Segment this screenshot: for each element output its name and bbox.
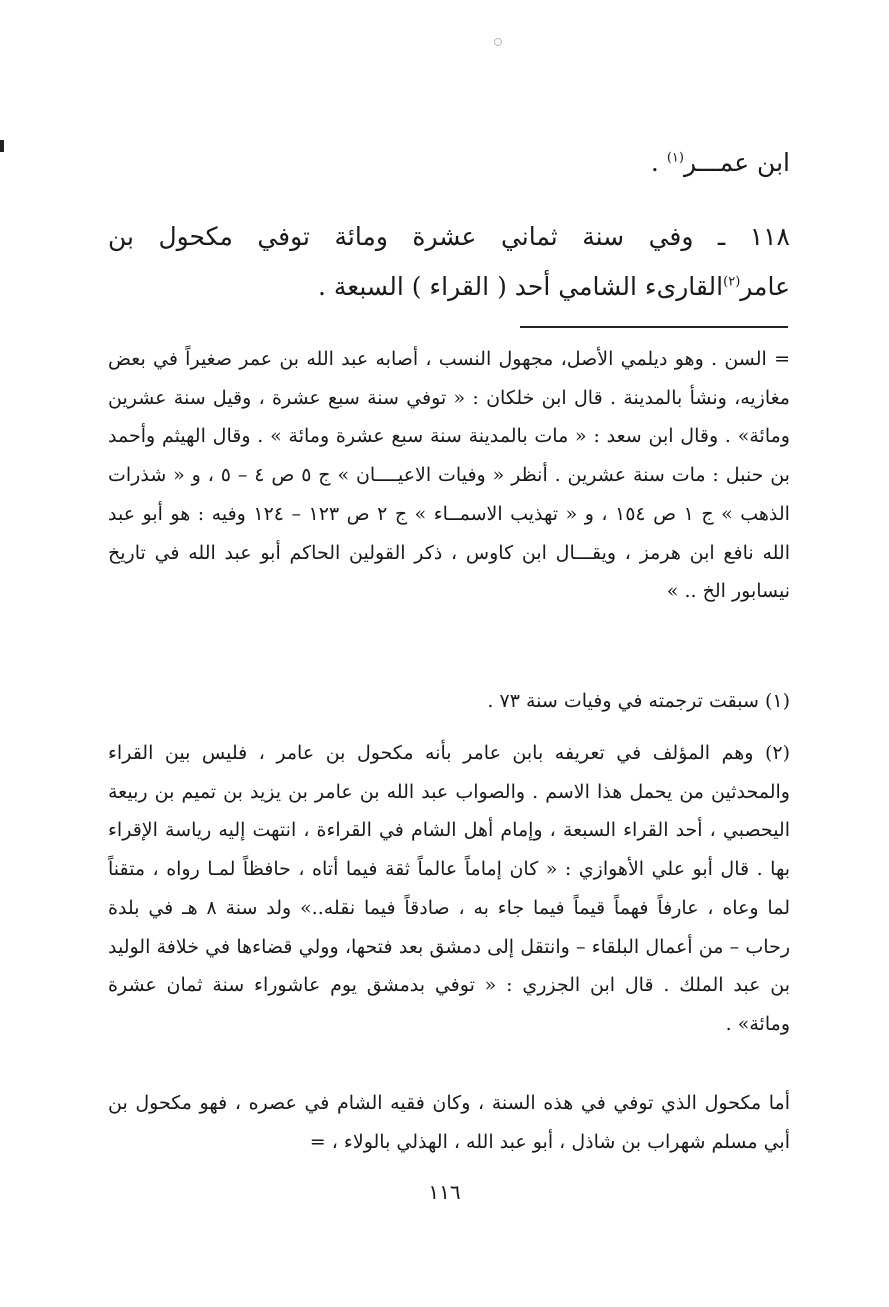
footnote-2: (٢) وهم المؤلف في تعريفه بابن عامر بأنه مكحول بن عامر ، فليس بين القراء والمحدثين من يحمل هذا الاسم . والصواب عبد الله بن عامر بن يزيد بن تميم بن ربيعة اليحصبي ، أحد القراء السبعة ، وإمام أهل الشام في القراءة ، انتهت إليه رياسة الإقراء بها . قال أبو علي الأهوازي : « كان إماماً عالماً ثقة فيما أتاه ، حافظاً لمـا رواه ، متقناً لما وعاه ، عارفاً فهماً قيماً فيما جاء به ، صادقاً فيما نقله..» ولد سنة ٨ هـ في بلدة رحاب – من أعمال البلقاء – وانتقل إلى دمشق بعد فتحها، وولي قضاءها في خلافة الوليد بن عبد الملك . قال ابن الجزري : « توفي بدمشق يوم عاشوراء سنة ثمان عشرة ومائة» .	[108, 742, 790, 1035]
entry-118	[108, 212, 790, 312]
footnote-1: (١) سبقت ترجمته في وفيات سنة ٧٣ .	[487, 690, 790, 712]
footnote-divider	[520, 326, 788, 328]
scan-edge-mark	[0, 140, 4, 152]
main-text-line-1	[108, 148, 790, 178]
entry-118-start: ١١٨ ـ وفي سنة ثماني عشرة ومائة توفي مكحول بن عامر	[108, 222, 790, 301]
main-text-line-1-end: .	[650, 148, 667, 177]
footnote-2-continued: أما مكحول الذي توفي في هذه السنة ، وكان فقيه الشام في عصره ، فهو مكحول بن أبي مسلم شهراب بن شاذل ، أبو عبد الله ، الهذلي بالولاء ، =	[108, 1092, 790, 1153]
footnote-ref-1: (١)	[666, 150, 684, 166]
main-text-line-1-words: ابن عمـــر	[683, 148, 790, 177]
entry-118-rest: القارىء الشامي أحد ( القراء ) السبعة .	[318, 272, 724, 301]
page-number: ١١٦	[428, 1180, 461, 1204]
footnote-continuation: = السن . وهو ديلمي الأصل، مجهول النسب ، أصابه عبد الله بن عمر صغيراً في بعض مغازيه، ونشأ بالمدينة . قال ابن خلكان : « توفي سنة سبع عشرة ، وقيل سنة عشرين ومائة» . وقال ابن سعد : « مات بالمدينة سنة سبع عشرة ومائة » . وقال الهيثم وأحمد بن حنبل : مات سنة عشرين . أنظر « وفيات الاعيــــان » ج ٥ ص ٤ – ٥ ، و « شذرات الذهب » ج ١ ص ١٥٤ ، و « تهذيب الاسمــاء » ج ٢ ص ١٢٣ – ١٢٤ وفيه : هو أبو عبد الله نافع ابن هرمز ، ويقـــال ابن كاوس ، ذكر القولين الحاكم أبو عبد الله في تاريخ نيسابور الخ .. »	[108, 348, 790, 603]
paper-speck	[494, 38, 502, 46]
footnote-ref-2: (٢)	[723, 274, 741, 290]
